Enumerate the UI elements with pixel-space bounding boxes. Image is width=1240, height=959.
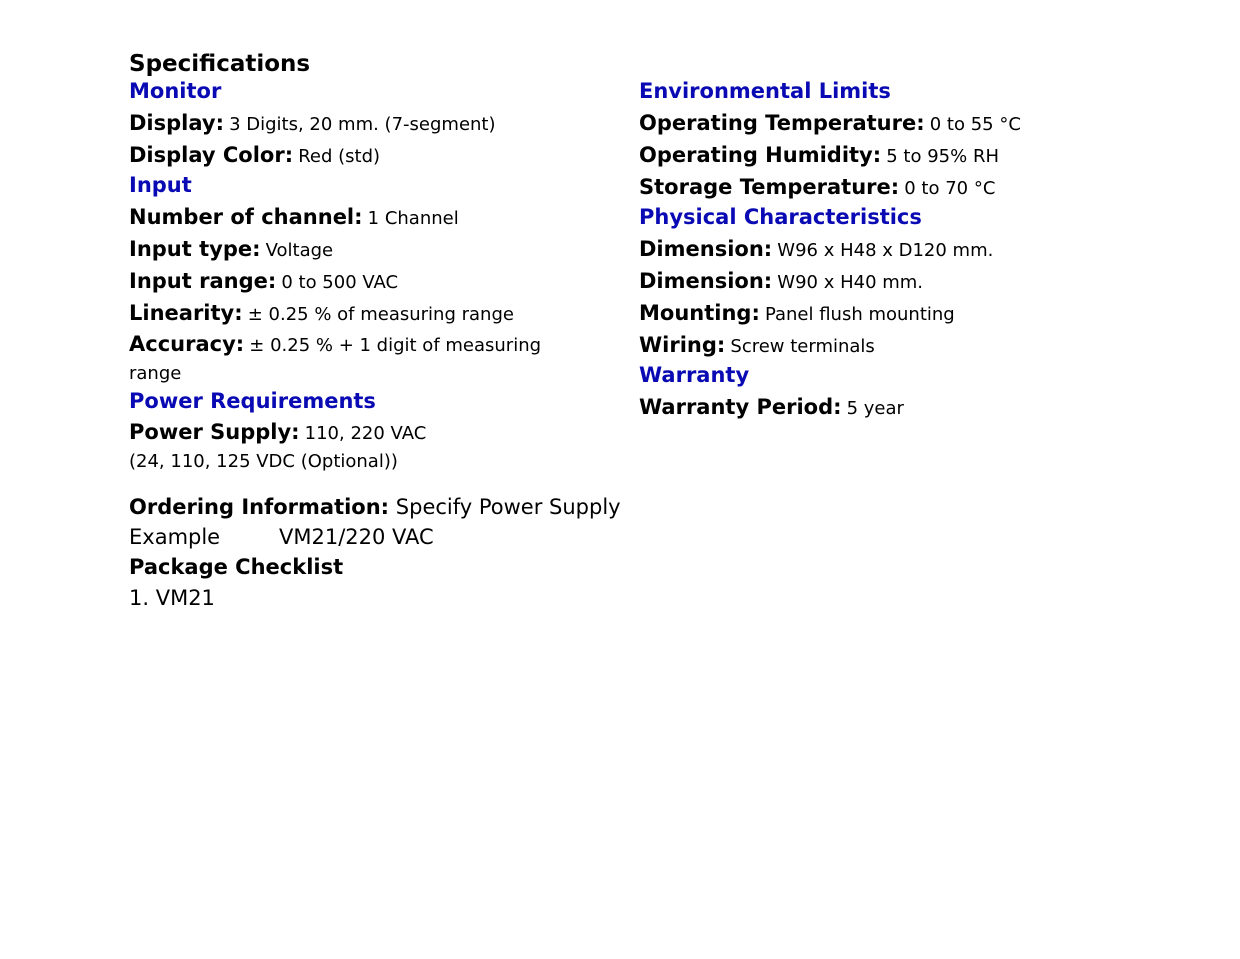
example-line bbox=[129, 522, 629, 552]
spec-value: ± 0.25 % of measuring range bbox=[247, 304, 514, 325]
spec-row-storage-temperature bbox=[639, 172, 1199, 204]
spec-label: Input type: bbox=[129, 237, 261, 261]
spec-label: Wiring: bbox=[639, 333, 726, 357]
spec-value: W96 x H48 x D120 mm. bbox=[777, 240, 994, 261]
spec-row-linearity bbox=[129, 298, 629, 330]
spec-label: Display Color: bbox=[129, 143, 294, 167]
section-environmental-limits bbox=[639, 78, 1199, 204]
ordering-value: Specify Power Supply bbox=[395, 495, 621, 519]
section-heading: Power Requirements bbox=[129, 389, 376, 413]
spec-value: ± 0.25 % + 1 digit of measuring bbox=[249, 335, 542, 356]
right-column bbox=[639, 78, 1199, 424]
spec-label: Storage Temperature: bbox=[639, 175, 900, 199]
section-heading: Warranty bbox=[639, 363, 750, 387]
spec-row-dimension-cutout bbox=[639, 266, 1199, 298]
section-warranty bbox=[639, 362, 1199, 424]
spec-value: 0 to 55 °C bbox=[929, 114, 1021, 135]
spec-row-operating-temperature bbox=[639, 108, 1199, 140]
ordering-line bbox=[129, 492, 629, 522]
spec-row-number-of-channel bbox=[129, 202, 629, 234]
spec-value: Panel flush mounting bbox=[764, 304, 955, 325]
spec-label: Warranty Period: bbox=[639, 395, 842, 419]
spec-row-accuracy bbox=[129, 330, 629, 388]
section-input bbox=[129, 172, 629, 388]
section-heading: Monitor bbox=[129, 79, 222, 103]
section-monitor bbox=[129, 78, 629, 172]
spec-value-continuation: range bbox=[129, 363, 182, 384]
spec-row-warranty-period bbox=[639, 392, 1199, 424]
spec-label: Linearity: bbox=[129, 301, 243, 325]
section-power-requirements bbox=[129, 388, 629, 476]
ordering-information bbox=[129, 492, 629, 613]
spec-label: Number of channel: bbox=[129, 205, 363, 229]
spec-label: Dimension: bbox=[639, 269, 773, 293]
package-checklist-heading: Package Checklist bbox=[129, 555, 344, 579]
spec-value: 5 year bbox=[846, 398, 904, 419]
spec-row-input-range bbox=[129, 266, 629, 298]
page-title: Specifications bbox=[129, 51, 311, 77]
spec-row-operating-humidity bbox=[639, 140, 1199, 172]
spec-value: 5 to 95% RH bbox=[886, 146, 999, 167]
spec-row-power-supply bbox=[129, 418, 629, 476]
example-value: VM21/220 VAC bbox=[279, 525, 434, 549]
spec-value: 3 Digits, 20 mm. (7-segment) bbox=[229, 114, 496, 135]
section-heading: Input bbox=[129, 173, 192, 197]
left-column bbox=[129, 78, 629, 613]
spec-label: Operating Humidity: bbox=[639, 143, 882, 167]
ordering-label: Ordering Information: bbox=[129, 495, 390, 519]
section-physical-characteristics bbox=[639, 204, 1199, 362]
spec-row-display bbox=[129, 108, 629, 140]
spec-label: Operating Temperature: bbox=[639, 111, 925, 135]
spec-row-dimension bbox=[639, 234, 1199, 266]
spec-value: Red (std) bbox=[298, 146, 381, 167]
spec-value: Screw terminals bbox=[730, 336, 875, 357]
spec-value: 110, 220 VAC bbox=[304, 423, 427, 444]
spec-value: Voltage bbox=[265, 240, 334, 261]
spec-value: 0 to 500 VAC bbox=[281, 272, 399, 293]
spec-label: Mounting: bbox=[639, 301, 760, 325]
spec-label: Display: bbox=[129, 111, 224, 135]
spec-row-mounting bbox=[639, 298, 1199, 330]
spec-label: Accuracy: bbox=[129, 332, 245, 356]
section-heading: Physical Characteristics bbox=[639, 205, 922, 229]
spec-row-wiring bbox=[639, 330, 1199, 362]
spec-row-input-type bbox=[129, 234, 629, 266]
spec-value: W90 x H40 mm. bbox=[777, 272, 924, 293]
example-label: Example bbox=[129, 525, 221, 549]
spec-value: 0 to 70 °C bbox=[904, 178, 996, 199]
checklist-item: 1. VM21 bbox=[129, 586, 215, 610]
spec-label: Power Supply: bbox=[129, 420, 300, 444]
section-heading: Environmental Limits bbox=[639, 79, 891, 103]
spec-value: 1 Channel bbox=[367, 208, 459, 229]
spec-label: Dimension: bbox=[639, 237, 773, 261]
spec-value-continuation: (24, 110, 125 VDC (Optional)) bbox=[129, 451, 398, 472]
spec-row-display-color bbox=[129, 140, 629, 172]
spec-label: Input range: bbox=[129, 269, 277, 293]
